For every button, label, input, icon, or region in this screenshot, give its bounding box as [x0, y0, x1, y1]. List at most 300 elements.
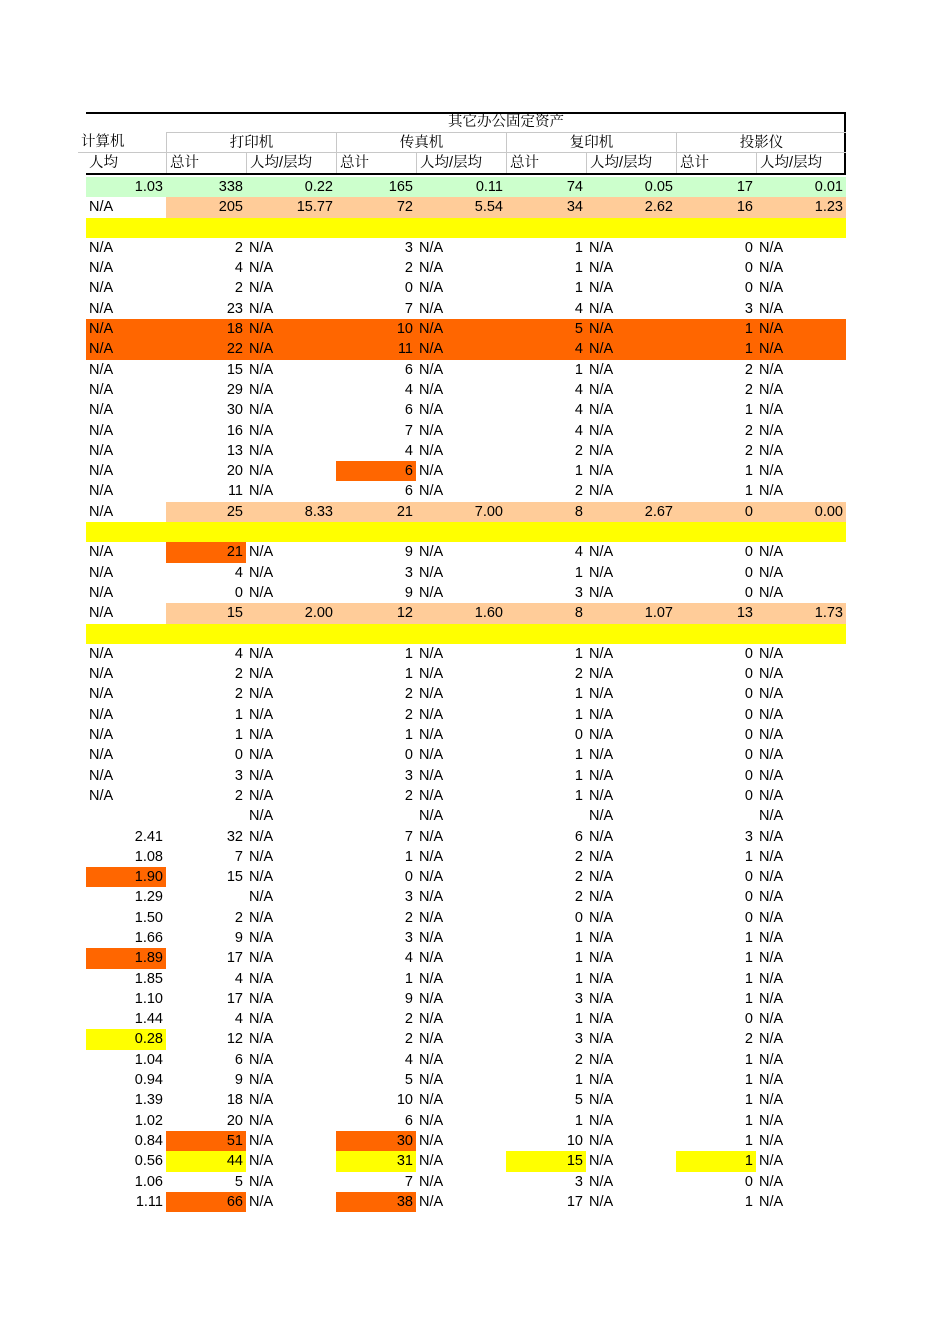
- table-cell[interactable]: N/A: [759, 848, 784, 865]
- table-cell[interactable]: N/A: [419, 706, 444, 723]
- table-cell[interactable]: N/A: [419, 1031, 444, 1048]
- table-cell[interactable]: 1.50: [134, 909, 163, 926]
- table-cell[interactable]: 1.02: [134, 1112, 163, 1129]
- table-cell[interactable]: N/A: [419, 1051, 444, 1068]
- table-cell[interactable]: N/A: [589, 544, 614, 561]
- table-cell[interactable]: N/A: [419, 787, 444, 804]
- table-cell[interactable]: N/A: [89, 503, 114, 520]
- table-cell[interactable]: 3: [574, 584, 583, 601]
- table-cell[interactable]: 1: [574, 463, 583, 480]
- table-cell[interactable]: 10: [396, 1092, 413, 1109]
- table-cell[interactable]: 1.11: [135, 1193, 163, 1210]
- table-cell[interactable]: 1: [744, 950, 753, 967]
- table-cell[interactable]: [586, 624, 676, 644]
- table-cell[interactable]: 0.22: [304, 179, 333, 195]
- subheader-total[interactable]: 总计: [676, 153, 756, 173]
- table-cell[interactable]: N/A: [89, 666, 114, 683]
- subheader-avg[interactable]: 人均/层均: [416, 153, 506, 173]
- table-cell[interactable]: 1: [574, 564, 583, 581]
- table-cell[interactable]: N/A: [589, 808, 614, 825]
- table-cell[interactable]: N/A: [249, 1173, 274, 1190]
- table-cell[interactable]: N/A: [89, 605, 114, 622]
- table-cell[interactable]: 2.62: [644, 199, 673, 216]
- table-cell[interactable]: N/A: [249, 442, 274, 459]
- table-cell[interactable]: N/A: [419, 1011, 444, 1028]
- table-cell[interactable]: 15: [226, 361, 243, 378]
- table-cell[interactable]: 0: [404, 280, 413, 297]
- table-cell[interactable]: N/A: [249, 950, 274, 967]
- table-cell[interactable]: N/A: [419, 828, 444, 845]
- table-cell[interactable]: N/A: [759, 260, 784, 277]
- table-cell[interactable]: N/A: [589, 1173, 614, 1190]
- table-cell[interactable]: N/A: [589, 260, 614, 277]
- table-cell[interactable]: 21: [396, 503, 413, 520]
- table-cell[interactable]: N/A: [759, 990, 784, 1007]
- table-cell[interactable]: N/A: [419, 727, 444, 744]
- table-cell[interactable]: N/A: [249, 321, 274, 338]
- table-cell[interactable]: [166, 624, 246, 644]
- table-cell[interactable]: 3: [744, 828, 753, 845]
- table-cell[interactable]: N/A: [759, 889, 784, 906]
- table-cell[interactable]: [586, 522, 676, 542]
- table-cell[interactable]: 1: [574, 686, 583, 703]
- table-cell[interactable]: [416, 218, 506, 238]
- table-cell[interactable]: N/A: [249, 341, 274, 358]
- table-cell[interactable]: 7: [404, 828, 413, 845]
- table-cell[interactable]: [416, 522, 506, 542]
- table-cell[interactable]: N/A: [419, 544, 444, 561]
- table-cell[interactable]: 38: [336, 1192, 416, 1212]
- table-cell[interactable]: 0: [744, 239, 753, 256]
- table-cell[interactable]: N/A: [589, 1132, 614, 1149]
- table-cell[interactable]: 2.00: [304, 605, 333, 622]
- table-cell[interactable]: N/A: [249, 483, 274, 500]
- table-cell[interactable]: 1: [574, 260, 583, 277]
- table-cell[interactable]: N/A: [249, 1051, 274, 1068]
- table-cell[interactable]: 1: [574, 767, 583, 784]
- subheader-avg[interactable]: 人均/层均: [756, 153, 846, 173]
- table-cell[interactable]: N/A: [249, 1132, 274, 1149]
- table-cell[interactable]: 1: [574, 1112, 583, 1129]
- table-cell[interactable]: N/A: [589, 280, 614, 297]
- table-cell[interactable]: [246, 624, 336, 644]
- table-cell[interactable]: 338: [218, 179, 243, 195]
- table-cell[interactable]: N/A: [419, 1132, 444, 1149]
- table-cell[interactable]: [166, 887, 246, 907]
- table-cell[interactable]: N/A: [249, 361, 274, 378]
- table-cell[interactable]: 0.01: [814, 179, 843, 195]
- table-cell[interactable]: N/A: [759, 1132, 784, 1149]
- table-cell[interactable]: N/A: [419, 1072, 444, 1089]
- table-cell[interactable]: N/A: [419, 808, 444, 825]
- table-cell[interactable]: N/A: [759, 1112, 784, 1129]
- table-cell[interactable]: 2.67: [644, 503, 673, 520]
- table-cell[interactable]: 1.04: [134, 1051, 163, 1068]
- table-cell[interactable]: N/A: [759, 645, 784, 662]
- table-cell[interactable]: 1.85: [134, 970, 163, 987]
- table-cell[interactable]: 4: [404, 1051, 413, 1068]
- table-cell[interactable]: [586, 218, 676, 238]
- table-cell[interactable]: 1.07: [644, 605, 673, 622]
- table-cell[interactable]: 0: [574, 727, 583, 744]
- table-cell[interactable]: 9: [234, 1072, 243, 1089]
- table-cell[interactable]: 2: [574, 442, 583, 459]
- table-cell[interactable]: 5: [234, 1173, 243, 1190]
- table-cell[interactable]: N/A: [249, 584, 274, 601]
- table-cell[interactable]: 16: [736, 199, 753, 216]
- table-cell[interactable]: 0: [234, 584, 243, 601]
- table-cell[interactable]: N/A: [89, 544, 114, 561]
- table-cell[interactable]: N/A: [89, 239, 114, 256]
- table-cell[interactable]: N/A: [759, 442, 784, 459]
- table-cell[interactable]: 9: [404, 584, 413, 601]
- table-cell[interactable]: 9: [404, 544, 413, 561]
- table-cell[interactable]: 12: [226, 1031, 243, 1048]
- table-cell[interactable]: 4: [574, 422, 583, 439]
- table-cell[interactable]: [86, 624, 166, 644]
- table-cell[interactable]: 0.11: [475, 179, 503, 195]
- table-cell[interactable]: N/A: [589, 564, 614, 581]
- table-cell[interactable]: 4: [234, 970, 243, 987]
- table-cell[interactable]: 0: [744, 503, 753, 520]
- table-cell[interactable]: N/A: [419, 1092, 444, 1109]
- table-cell[interactable]: N/A: [589, 463, 614, 480]
- table-cell[interactable]: 17: [226, 950, 243, 967]
- table-cell[interactable]: [676, 218, 756, 238]
- table-cell[interactable]: 1.89: [86, 948, 166, 968]
- table-cell[interactable]: [506, 522, 586, 542]
- table-cell[interactable]: N/A: [759, 1153, 784, 1170]
- table-cell[interactable]: N/A: [589, 422, 614, 439]
- table-cell[interactable]: 1: [574, 361, 583, 378]
- table-cell[interactable]: N/A: [419, 564, 444, 581]
- table-cell[interactable]: 1.23: [814, 199, 843, 216]
- table-cell[interactable]: N/A: [419, 260, 444, 277]
- table-cell[interactable]: 1: [744, 1092, 753, 1109]
- table-cell[interactable]: N/A: [759, 686, 784, 703]
- table-cell[interactable]: 0: [744, 787, 753, 804]
- table-cell[interactable]: 0.05: [644, 179, 673, 195]
- table-cell[interactable]: [506, 624, 586, 644]
- table-cell[interactable]: N/A: [249, 747, 274, 764]
- table-cell[interactable]: N/A: [419, 341, 444, 358]
- table-cell[interactable]: N/A: [249, 990, 274, 1007]
- table-cell[interactable]: 5: [404, 1072, 413, 1089]
- table-cell[interactable]: 74: [566, 179, 583, 195]
- table-cell[interactable]: N/A: [759, 584, 784, 601]
- table-cell[interactable]: N/A: [419, 584, 444, 601]
- table-cell[interactable]: 1: [574, 706, 583, 723]
- table-cell[interactable]: 2.41: [134, 828, 163, 845]
- table-cell[interactable]: 0: [744, 869, 753, 886]
- table-cell[interactable]: 23: [226, 300, 243, 317]
- table-cell[interactable]: 29: [226, 381, 243, 398]
- table-cell[interactable]: 0: [744, 666, 753, 683]
- table-cell[interactable]: 1.73: [814, 605, 843, 622]
- table-cell[interactable]: N/A: [419, 929, 444, 946]
- table-cell[interactable]: N/A: [759, 787, 784, 804]
- table-cell[interactable]: 3: [744, 300, 753, 317]
- table-cell[interactable]: N/A: [589, 1031, 614, 1048]
- table-cell[interactable]: [166, 218, 246, 238]
- table-cell[interactable]: N/A: [89, 361, 114, 378]
- table-cell[interactable]: N/A: [759, 422, 784, 439]
- table-cell[interactable]: N/A: [589, 666, 614, 683]
- table-cell[interactable]: 0.84: [134, 1132, 163, 1149]
- table-cell[interactable]: N/A: [249, 422, 274, 439]
- table-cell[interactable]: N/A: [759, 463, 784, 480]
- table-cell[interactable]: 0: [744, 584, 753, 601]
- table-cell[interactable]: N/A: [759, 1092, 784, 1109]
- table-cell[interactable]: 2: [404, 706, 413, 723]
- table-cell[interactable]: 1: [744, 1072, 753, 1089]
- table-cell[interactable]: 10: [396, 321, 413, 338]
- table-cell[interactable]: N/A: [249, 1072, 274, 1089]
- table-cell[interactable]: 3: [404, 239, 413, 256]
- table-cell[interactable]: 1: [744, 463, 753, 480]
- table-cell[interactable]: [86, 522, 166, 542]
- table-cell[interactable]: N/A: [589, 869, 614, 886]
- table-cell[interactable]: N/A: [589, 727, 614, 744]
- table-cell[interactable]: 3: [574, 990, 583, 1007]
- table-cell[interactable]: 10: [566, 1132, 583, 1149]
- table-cell[interactable]: 20: [226, 1112, 243, 1129]
- table-cell[interactable]: 1: [574, 645, 583, 662]
- table-cell[interactable]: [676, 624, 756, 644]
- table-cell[interactable]: N/A: [89, 483, 114, 500]
- table-cell[interactable]: [676, 806, 756, 826]
- table-cell[interactable]: 6: [574, 828, 583, 845]
- table-cell[interactable]: N/A: [589, 1051, 614, 1068]
- table-cell[interactable]: N/A: [89, 706, 114, 723]
- table-cell[interactable]: 9: [234, 929, 243, 946]
- table-cell[interactable]: 22: [226, 341, 243, 358]
- table-cell[interactable]: 31: [336, 1151, 416, 1171]
- table-cell[interactable]: [336, 806, 416, 826]
- table-cell[interactable]: N/A: [249, 706, 274, 723]
- table-cell[interactable]: N/A: [589, 321, 614, 338]
- table-cell[interactable]: N/A: [589, 747, 614, 764]
- table-cell[interactable]: 1: [404, 848, 413, 865]
- table-cell[interactable]: N/A: [89, 402, 114, 419]
- table-cell[interactable]: N/A: [249, 1112, 274, 1129]
- table-cell[interactable]: 2: [744, 361, 753, 378]
- table-cell[interactable]: 2: [404, 909, 413, 926]
- table-cell[interactable]: 1: [404, 970, 413, 987]
- table-cell[interactable]: N/A: [589, 1092, 614, 1109]
- table-cell[interactable]: [166, 806, 246, 826]
- table-cell[interactable]: N/A: [249, 402, 274, 419]
- table-cell[interactable]: 32: [226, 828, 243, 845]
- table-cell[interactable]: N/A: [419, 463, 444, 480]
- table-cell[interactable]: 1: [744, 483, 753, 500]
- table-cell[interactable]: N/A: [589, 929, 614, 946]
- table-cell[interactable]: 0: [744, 544, 753, 561]
- table-cell[interactable]: N/A: [589, 1011, 614, 1028]
- table-cell[interactable]: 6: [404, 361, 413, 378]
- table-cell[interactable]: N/A: [249, 848, 274, 865]
- table-cell[interactable]: 16: [226, 422, 243, 439]
- table-cell[interactable]: N/A: [589, 402, 614, 419]
- table-cell[interactable]: N/A: [589, 909, 614, 926]
- table-cell[interactable]: 1.08: [134, 848, 163, 865]
- table-cell[interactable]: 25: [226, 503, 243, 520]
- table-cell[interactable]: N/A: [249, 1193, 274, 1210]
- table-cell[interactable]: 4: [574, 381, 583, 398]
- table-cell[interactable]: N/A: [419, 321, 444, 338]
- table-cell[interactable]: 17: [226, 990, 243, 1007]
- table-cell[interactable]: N/A: [89, 280, 114, 297]
- table-cell[interactable]: N/A: [759, 564, 784, 581]
- table-cell[interactable]: N/A: [759, 970, 784, 987]
- table-cell[interactable]: 1.90: [86, 867, 166, 887]
- table-cell[interactable]: N/A: [249, 544, 274, 561]
- table-cell[interactable]: N/A: [759, 321, 784, 338]
- table-cell[interactable]: N/A: [419, 402, 444, 419]
- table-cell[interactable]: N/A: [89, 300, 114, 317]
- table-cell[interactable]: N/A: [89, 584, 114, 601]
- table-cell[interactable]: N/A: [419, 970, 444, 987]
- table-cell[interactable]: 8: [574, 605, 583, 622]
- table-cell[interactable]: 0: [404, 747, 413, 764]
- table-cell[interactable]: N/A: [589, 1072, 614, 1089]
- table-cell[interactable]: 1: [574, 929, 583, 946]
- table-cell[interactable]: 12: [396, 605, 413, 622]
- table-cell[interactable]: N/A: [89, 321, 114, 338]
- table-cell[interactable]: 2: [234, 666, 243, 683]
- table-cell[interactable]: 1.66: [134, 929, 163, 946]
- table-cell[interactable]: 1: [744, 929, 753, 946]
- table-cell[interactable]: [756, 522, 846, 542]
- table-cell[interactable]: 4: [574, 300, 583, 317]
- table-cell[interactable]: N/A: [249, 889, 274, 906]
- table-cell[interactable]: N/A: [759, 300, 784, 317]
- table-cell[interactable]: 5: [574, 1092, 583, 1109]
- table-cell[interactable]: 1: [574, 239, 583, 256]
- table-cell[interactable]: N/A: [249, 767, 274, 784]
- table-cell[interactable]: 0: [744, 727, 753, 744]
- subheader-total[interactable]: 总计: [506, 153, 586, 173]
- table-cell[interactable]: N/A: [589, 686, 614, 703]
- table-cell[interactable]: N/A: [89, 442, 114, 459]
- table-cell[interactable]: 20: [226, 463, 243, 480]
- table-cell[interactable]: N/A: [419, 442, 444, 459]
- table-cell[interactable]: 1: [744, 1112, 753, 1129]
- table-cell[interactable]: N/A: [759, 280, 784, 297]
- table-cell[interactable]: 1.29: [134, 889, 163, 906]
- table-cell[interactable]: 1: [404, 666, 413, 683]
- table-cell[interactable]: N/A: [89, 381, 114, 398]
- table-cell[interactable]: 7: [404, 300, 413, 317]
- table-cell[interactable]: 0: [744, 747, 753, 764]
- table-cell[interactable]: N/A: [759, 767, 784, 784]
- table-cell[interactable]: 7: [234, 848, 243, 865]
- table-cell[interactable]: N/A: [419, 1112, 444, 1129]
- table-cell[interactable]: 3: [404, 929, 413, 946]
- table-cell[interactable]: N/A: [419, 1153, 444, 1170]
- table-cell[interactable]: N/A: [419, 300, 444, 317]
- table-cell[interactable]: 34: [566, 199, 583, 216]
- table-cell[interactable]: 2: [744, 422, 753, 439]
- table-cell[interactable]: N/A: [759, 727, 784, 744]
- table-cell[interactable]: [416, 624, 506, 644]
- table-cell[interactable]: 0: [744, 889, 753, 906]
- table-cell[interactable]: 2: [574, 889, 583, 906]
- table-cell[interactable]: 51: [166, 1131, 246, 1151]
- table-cell[interactable]: N/A: [249, 828, 274, 845]
- table-cell[interactable]: N/A: [249, 686, 274, 703]
- table-cell[interactable]: 1: [744, 1051, 753, 1068]
- table-cell[interactable]: [336, 624, 416, 644]
- table-cell[interactable]: 4: [234, 1011, 243, 1028]
- table-cell[interactable]: N/A: [589, 361, 614, 378]
- table-cell[interactable]: 3: [574, 1173, 583, 1190]
- table-cell[interactable]: 18: [226, 1092, 243, 1109]
- table-cell[interactable]: N/A: [589, 950, 614, 967]
- table-cell[interactable]: N/A: [589, 483, 614, 500]
- table-cell[interactable]: N/A: [249, 808, 274, 825]
- table-cell[interactable]: 8: [574, 503, 583, 520]
- table-cell[interactable]: N/A: [89, 787, 114, 804]
- table-cell[interactable]: 30: [226, 402, 243, 419]
- table-cell[interactable]: N/A: [419, 889, 444, 906]
- table-cell[interactable]: 4: [234, 564, 243, 581]
- table-cell[interactable]: 21: [166, 542, 246, 562]
- table-cell[interactable]: [676, 522, 756, 542]
- table-cell[interactable]: N/A: [419, 239, 444, 256]
- table-cell[interactable]: N/A: [759, 1173, 784, 1190]
- table-cell[interactable]: 2: [744, 381, 753, 398]
- table-cell[interactable]: N/A: [89, 422, 114, 439]
- table-cell[interactable]: 1.39: [134, 1092, 163, 1109]
- col-title-projector[interactable]: 投影仪: [676, 132, 846, 153]
- table-cell[interactable]: 15: [506, 1151, 586, 1171]
- table-cell[interactable]: 3: [404, 564, 413, 581]
- table-cell[interactable]: N/A: [419, 848, 444, 865]
- table-cell[interactable]: 7: [404, 1173, 413, 1190]
- table-cell[interactable]: 1: [744, 321, 753, 338]
- table-cell[interactable]: N/A: [759, 1031, 784, 1048]
- table-cell[interactable]: N/A: [589, 828, 614, 845]
- table-cell[interactable]: 1: [404, 727, 413, 744]
- table-cell[interactable]: N/A: [759, 808, 784, 825]
- table-cell[interactable]: 3: [404, 767, 413, 784]
- table-cell[interactable]: 8.33: [304, 503, 333, 520]
- table-cell[interactable]: N/A: [89, 260, 114, 277]
- table-cell[interactable]: [506, 218, 586, 238]
- table-cell[interactable]: N/A: [759, 239, 784, 256]
- table-cell[interactable]: N/A: [589, 706, 614, 723]
- table-cell[interactable]: 5: [574, 321, 583, 338]
- table-cell[interactable]: N/A: [419, 1173, 444, 1190]
- table-cell[interactable]: 1.03: [134, 179, 163, 195]
- table-cell[interactable]: [86, 806, 166, 826]
- table-cell[interactable]: 66: [166, 1192, 246, 1212]
- table-cell[interactable]: [756, 624, 846, 644]
- table-cell[interactable]: N/A: [249, 280, 274, 297]
- table-cell[interactable]: 6: [404, 402, 413, 419]
- table-cell[interactable]: [506, 806, 586, 826]
- table-cell[interactable]: N/A: [419, 361, 444, 378]
- table-cell[interactable]: 2: [574, 666, 583, 683]
- table-cell[interactable]: 0: [744, 260, 753, 277]
- table-cell[interactable]: N/A: [249, 239, 274, 256]
- table-cell[interactable]: 9: [404, 990, 413, 1007]
- table-cell[interactable]: 0: [744, 767, 753, 784]
- table-cell[interactable]: N/A: [589, 239, 614, 256]
- table-cell[interactable]: N/A: [759, 828, 784, 845]
- table-cell[interactable]: 4: [574, 402, 583, 419]
